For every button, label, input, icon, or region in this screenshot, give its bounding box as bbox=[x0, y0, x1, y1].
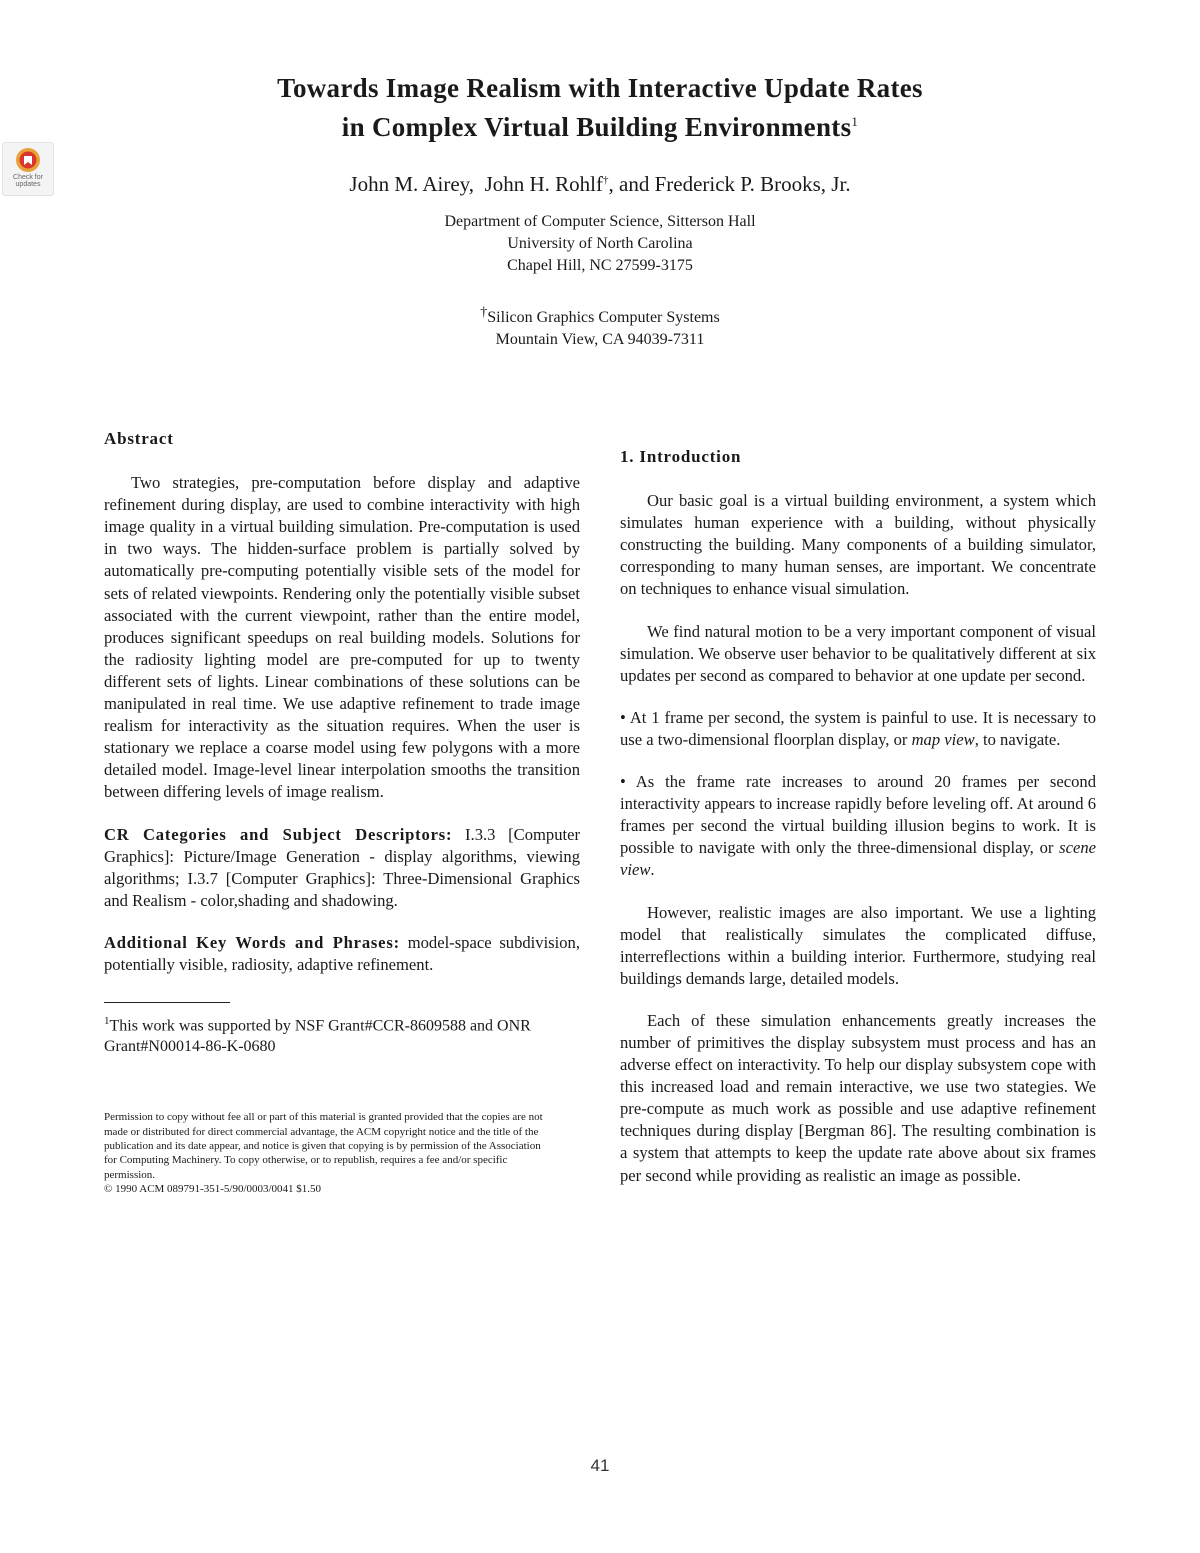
intro-paragraph-4: Each of these simulation enhancements greatly increases the number of primitives the display subsystem must process and has an adverse effect on interactivity. To help our display subsystem cope with this increased load and remain interactive, we use two stategies. We pre-compute as much work as possible and use adaptive refinement techniques during display [Bergman 86]. The resulting combination is a system that attempts to keep the update rate above about six frames per second while providing as realistic an image as possible. bbox=[620, 1010, 1096, 1185]
cr-categories-text: I.3.3 [Computer Graphics]: Picture/Image Generation - display algorithms, viewing algorithms; I.3.7 [Computer Graphics]: Three-Dimensional Graphics and Realism - color,shading and shadowing. bbox=[104, 824, 581, 910]
funding-footnote bbox=[104, 1011, 580, 1057]
author-brooks: , and Frederick P. Brooks, Jr. bbox=[608, 172, 851, 196]
affiliation-unc bbox=[0, 211, 1200, 277]
abstract-text: Two strategies, pre-computation before display and adaptive refinement during display, are used to combine interactivity with high image quality in a virtual building simulation. Pre-computation is used in two ways. The hidden-surface problem is partially solved by automatically pre-computing potentially visible sets of the model for sets of related viewpoints. Rendering only the potentially visible subset associated with the current viewpoint, rather than the entire model, produces significant speedups on real building models. Solutions for the radiosity lighting model are pre-computed for up to twenty different sets of lights. Linear combinations of these solutions can be manipulated in real time. We use adaptive refinement to trade image realism for interactivity as the situation requires. When the user is stationary we replace a coarse model using few polygons with a more detailed model. Image-level linear interpolation smooths the transition between differing levels of image realism. bbox=[104, 473, 580, 802]
affiliation-unc-line-1: Department of Computer Science, Sitterson Hall bbox=[444, 213, 756, 230]
cr-categories bbox=[104, 824, 580, 912]
bullet-1-text: • At 1 frame per second, the system is painful to use. It is necessary to use a two-dimensional floorplan display, or bbox=[620, 707, 1096, 749]
left-column bbox=[104, 428, 580, 1196]
abstract-heading: Abstract bbox=[104, 429, 174, 448]
title-footnote-marker: 1 bbox=[851, 114, 859, 129]
bullet-2-emphasis: scene view bbox=[620, 838, 1096, 880]
bullet-1-end: , to navigate. bbox=[974, 729, 1061, 749]
paper-title bbox=[0, 72, 1200, 144]
affiliation-unc-line-3: Chapel Hill, NC 27599-3175 bbox=[507, 257, 693, 274]
bullet-2-end: . bbox=[650, 860, 655, 880]
author-airey: John M. Airey, bbox=[349, 172, 475, 196]
title-line-1: Towards Image Realism with Interactive Update Rates bbox=[277, 73, 923, 103]
intro-paragraph-1: Our basic goal is a virtual building environment, a system which simulates human experience with a building, without physically constructing the building. Many components of a building simulator, corresponding to many human senses, are important. We concentrate on techniques to enhance visual simulation. bbox=[620, 491, 1096, 599]
footnote-divider bbox=[104, 1002, 230, 1003]
right-column bbox=[620, 446, 1096, 1207]
intro-bullet-2 bbox=[620, 771, 1096, 881]
title-line-2: in Complex Virtual Building Environments bbox=[341, 112, 852, 142]
affiliation-sgi-line-2: Mountain View, CA 94039-7311 bbox=[495, 331, 705, 348]
footnote-text: This work was supported by NSF Grant#CCR-8609588 and ONR Grant#N00014-86-K-0680 bbox=[104, 1017, 531, 1056]
permission-text: Permission to copy without fee all or part of this material is granted provided that the copies are not made or distributed for direct commercial advantage, the ACM copyright notice and the title of the publication and its date appear, and notice is given that copying is by permission of the Association for Computing Machinery. To copy otherwise, or to republish, requires a fee and/or specific permission. bbox=[104, 1111, 543, 1181]
intro-paragraph-3: However, realistic images are also important. We use a lighting model that realistically simulates the complicated diffuse, interreflections within a building interior. Furthermore, studying real buildings demands large, detailed models. bbox=[620, 902, 1096, 988]
introduction-heading: 1. Introduction bbox=[620, 447, 742, 466]
badge-label: Check for updates bbox=[13, 174, 43, 188]
affiliation-unc-line-2: University of North Carolina bbox=[507, 235, 693, 252]
header-block bbox=[0, 72, 1200, 351]
bullet-1-emphasis: map view bbox=[911, 729, 975, 749]
author-rohlf-marker: † bbox=[603, 174, 609, 186]
footnote-marker: 1 bbox=[104, 1015, 110, 1028]
permission-notice bbox=[104, 1110, 554, 1196]
bullet-2-text: • As the frame rate increases to around 20 frames per second interactivity appears to increase rapidly before leveling off. At around 6 frames per second the virtual building illusion begins to work. It is possible to navigate with only the three-dimensional display, or bbox=[620, 772, 1096, 858]
cr-categories-label: CR Categories and Subject Descriptors: bbox=[104, 824, 453, 844]
author-list bbox=[0, 167, 1200, 197]
intro-bullet-1 bbox=[620, 707, 1096, 751]
affiliation-sgi-marker: † bbox=[480, 305, 488, 320]
affiliation-sgi bbox=[0, 302, 1200, 351]
author-rohlf: John H. Rohlf bbox=[484, 172, 603, 196]
keywords-label: Additional Key Words and Phrases: bbox=[104, 932, 400, 952]
affiliation-sgi-line-1: Silicon Graphics Computer Systems bbox=[487, 309, 720, 326]
keywords-text: model-space subdivision, potentially visible, radiosity, adaptive refinement. bbox=[104, 932, 580, 974]
page-number: 41 bbox=[590, 1456, 610, 1475]
keywords bbox=[104, 932, 580, 976]
copyright-line: © 1990 ACM 089791-351-5/90/0003/0041 $1.50 bbox=[104, 1182, 322, 1195]
intro-paragraph-2: We find natural motion to be a very important component of visual simulation. We observe user behavior to be qualitatively different at six updates per second as compared to behavior at one update per second. bbox=[620, 621, 1096, 685]
